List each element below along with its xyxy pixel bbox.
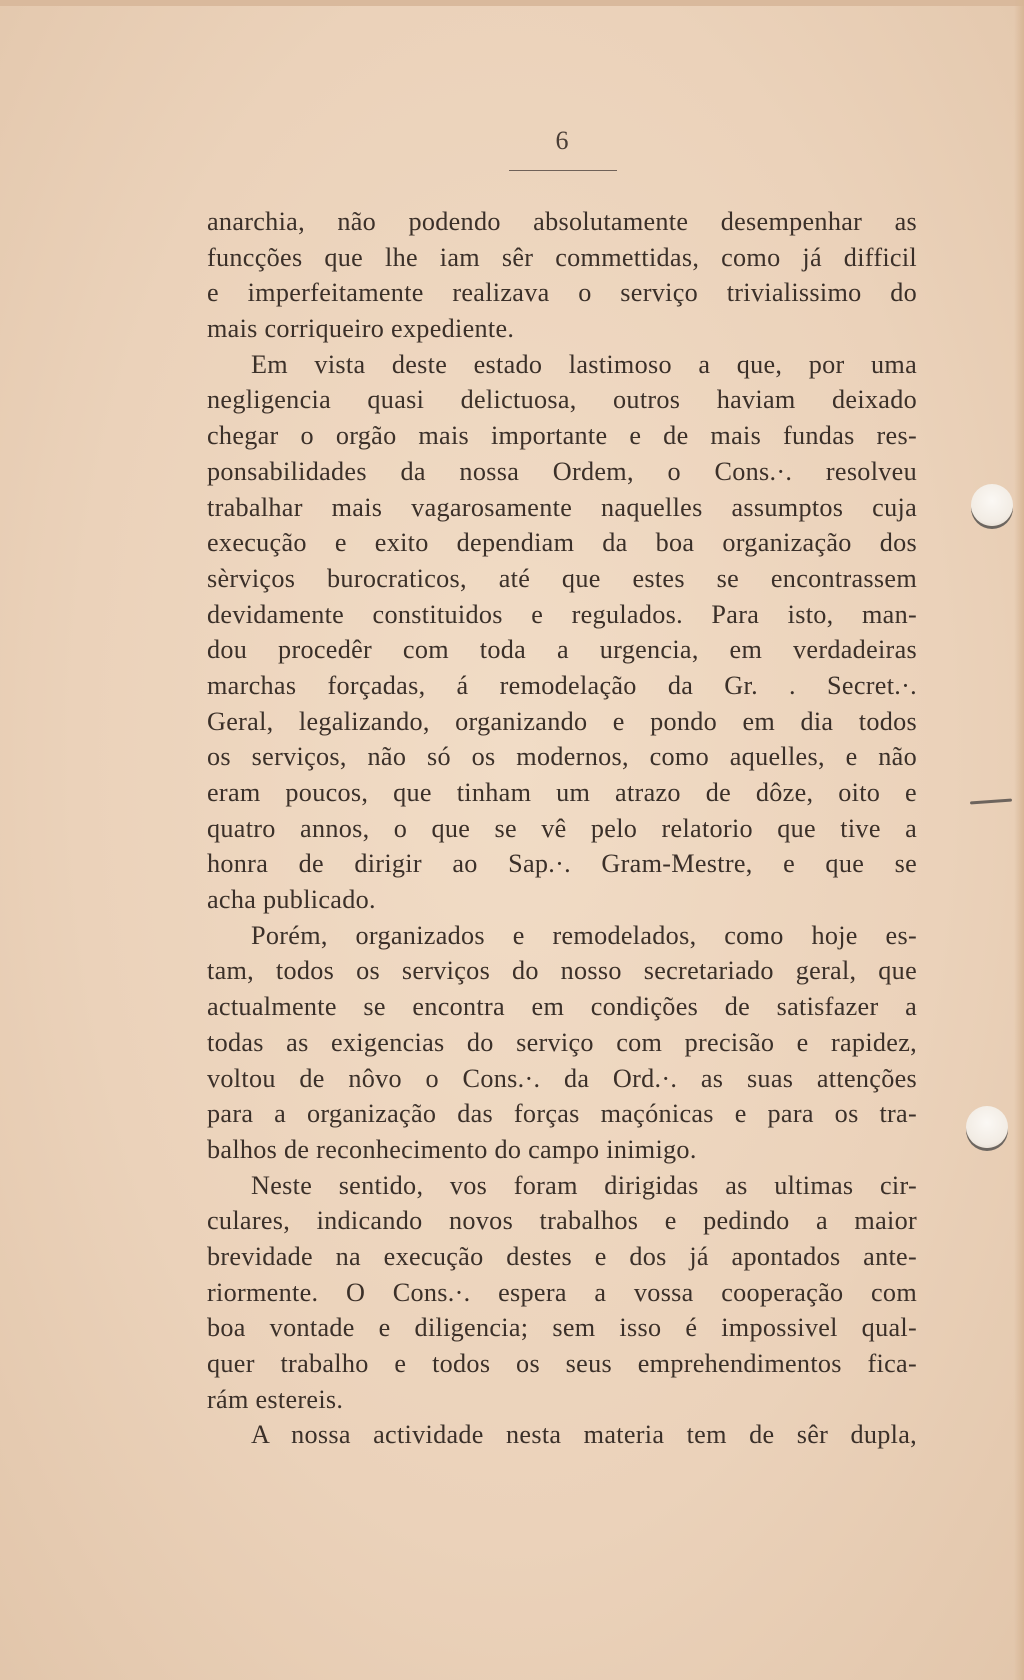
text-line: marchas forçadas, á remodelação da Gr. . Secret.·.: [207, 670, 917, 700]
page-number: 6: [555, 126, 569, 155]
text-line: Porém, organizados e remodelados, como hoje es-: [251, 920, 917, 950]
text-line: anarchia, não podendo absolutamente desempenhar as: [207, 207, 917, 236]
paper-tear-mark: [970, 799, 1012, 805]
text-line: eram poucos, que tinham um atrazo de dôze, oito e: [207, 778, 917, 807]
text-line: boa vontade e diligencia; sem isso é impossivel qual-: [207, 1313, 917, 1343]
text-line: negligencia quasi delictuosa, outros haviam deixado: [207, 385, 917, 415]
text-line: trabalhar mais vagarosamente naquelles assumptos cuja: [207, 492, 917, 522]
text-line: para a organização das forças maçónicas e para os tra-: [207, 1099, 917, 1129]
text-line: todas as exigencias do serviço com precisão e rapidez,: [207, 1027, 917, 1057]
punch-hole: [971, 484, 1013, 526]
text-line: honra de dirigir ao Sap.·. Gram-Mestre, e que se: [207, 849, 917, 879]
text-line: Neste sentido, vos foram dirigidas as ultimas cir-: [251, 1170, 917, 1200]
text-line: e imperfeitamente realizava o serviço trivialissimo do: [207, 278, 917, 308]
text-line: quer trabalho e todos os seus emprehendimentos fica-: [207, 1349, 917, 1378]
text-line: execução e exito dependiam da boa organização dos: [207, 528, 917, 558]
text-line: chegar o orgão mais importante e de mais fundas res-: [207, 421, 917, 451]
text-line: os serviços, não só os modernos, como aquelles, e não: [207, 742, 917, 772]
text-line: actualmente se encontra em condições de satisfazer a: [207, 992, 917, 1022]
text-line: devidamente constituidos e regulados. Para isto, man-: [207, 599, 917, 629]
text-line: tam, todos os serviços do nosso secretariado geral, que: [207, 956, 917, 986]
body-text: [207, 204, 917, 1453]
text-line: balhos de reconhecimento do campo inimigo.: [207, 1134, 697, 1164]
text-line: voltou de nôvo o Cons.·. da Ord.·. as suas attenções: [207, 1063, 917, 1093]
text-line: sèrviços burocraticos, até que estes se encontrassem: [207, 563, 917, 593]
text-line: ponsabilidades da nossa Ordem, o Cons.·. resolveu: [207, 456, 917, 486]
text-line: Em vista deste estado lastimoso a que, por uma: [251, 349, 917, 379]
text-line: riormente. O Cons.·. espera a vossa cooperação com: [207, 1277, 917, 1307]
punch-hole: [966, 1106, 1008, 1148]
text-line: quatro annos, o que se vê pelo relatorio que tive a: [207, 813, 917, 843]
page-number-rule: [509, 170, 617, 171]
text-line: acha publicado.: [207, 885, 376, 915]
text-line: rám estereis.: [207, 1384, 344, 1414]
page-right-edge: [1014, 0, 1024, 1680]
text-line: A nossa actividade nesta materia tem de sêr dupla,: [251, 1420, 917, 1450]
text-line: culares, indicando novos trabalhos e pedindo a maior: [207, 1206, 917, 1236]
text-line: mais corriqueiro expediente.: [207, 314, 515, 344]
text-line: brevidade na execução destes e dos já apontados ante-: [207, 1241, 917, 1271]
text-line: funcções que lhe iam sêr commettidas, como já difficil: [207, 242, 917, 272]
text-line: dou procedêr com toda a urgencia, em verdadeiras: [207, 635, 917, 665]
text-line: Geral, legalizando, organizando e pondo em dia todos: [207, 706, 917, 736]
page-top-edge: [0, 0, 1024, 6]
